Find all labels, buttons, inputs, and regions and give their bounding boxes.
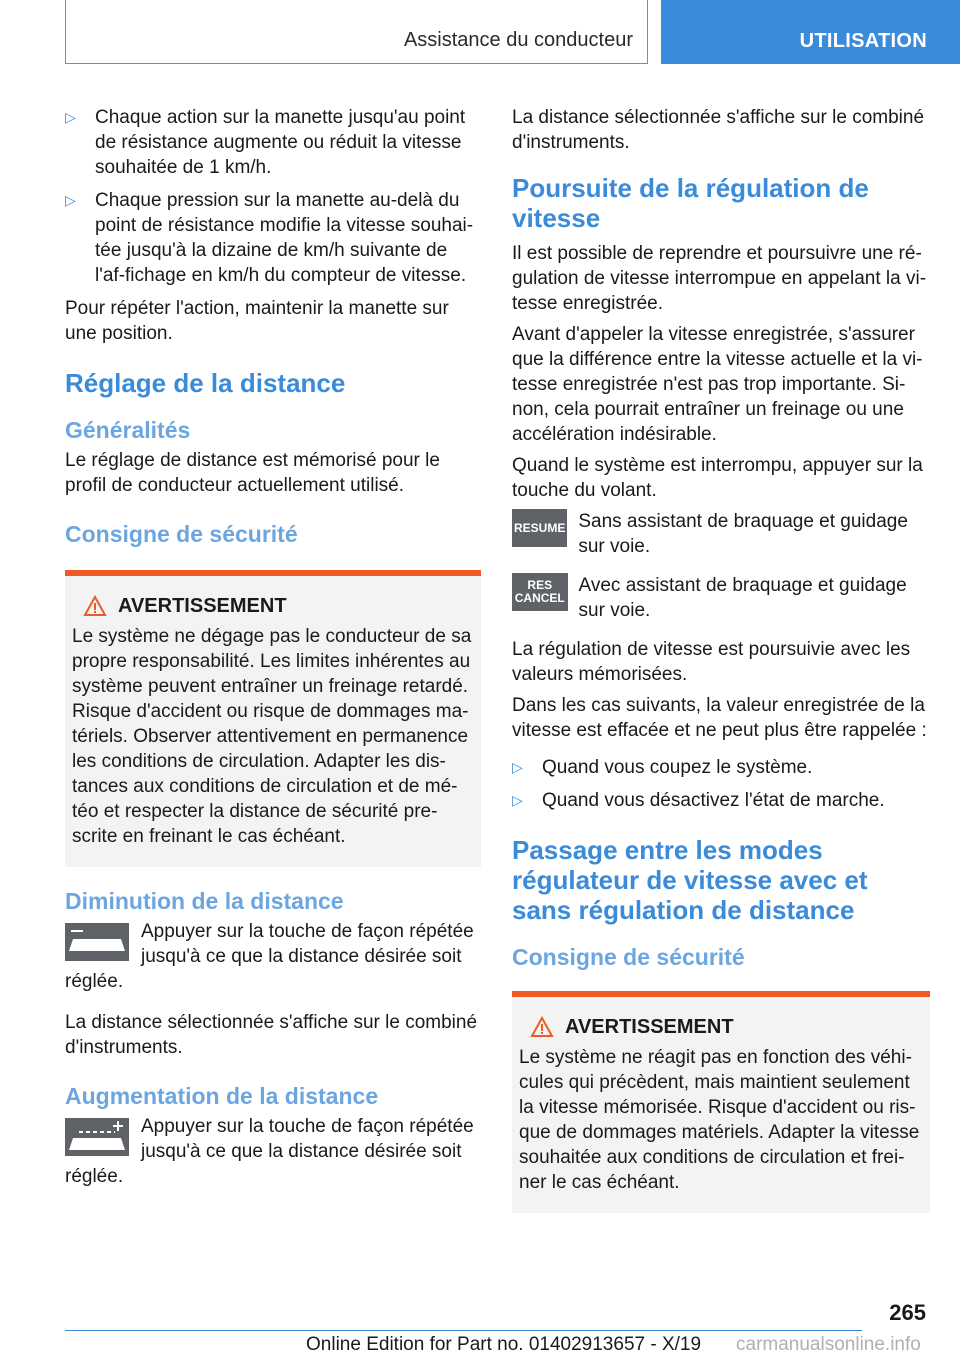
heading-general: Généralités (65, 417, 191, 443)
display-paragraph: La distance sélectionnée s'affiche sur le combiné d'instruments. (512, 107, 925, 153)
right-column (512, 105, 930, 1227)
res-cancel-key-icon: RES CANCEL (512, 573, 568, 611)
resume-paragraph-4: La régulation de vitesse est poursuivie avec les valeurs mémorisées. (512, 639, 911, 685)
heading-modes: Passage entre les modes régulateur de vitesse avec et sans régulation de distance (512, 835, 868, 925)
list-item: ▷ Chaque pression sur la manette au-delà du point de résistance modifie la vitesse souhai-tée jusqu'à la dizaine de km/h suivante de l'af-fichage en km/h du compteur de vitesse. (65, 190, 474, 286)
heading-safety-right: Consigne de sécurité (512, 944, 745, 970)
increase-row (65, 1114, 481, 1189)
resume-paragraph-5: Dans les cas suivants, la valeur enregistrée de la vitesse est effacée et ne peut plus être rappelée : (512, 695, 927, 741)
heading-increase: Augmentation de la distance (65, 1083, 379, 1109)
heading-safety: Consigne de sécurité (65, 521, 298, 547)
header-chapter-label: UTILISATION (799, 30, 927, 52)
heading-distance: Réglage de la distance (65, 368, 346, 398)
resume-paragraph-2: Avant d'appeler la vitesse enregistrée, s'assurer que la différence entre la vitesse actuelle et la vi-tesse enregistrée n'est pas trop importante. Si-non, cela pourrait entraîner un freinage ou une accélération indésirable. (512, 324, 923, 445)
decrease-display-paragraph: La distance sélectionnée s'affiche sur le combiné d'instruments. (65, 1012, 478, 1058)
heading-resume: Poursuite de la régulation de vitesse (512, 173, 869, 233)
triangle-bullet-icon: ▷ (65, 109, 76, 125)
triangle-bullet-icon: ▷ (512, 792, 523, 808)
resume-paragraph-1: Il est possible de reprendre et poursuivre une ré-gulation de vitesse interrompue en appelant la vi-tesse enregistrée. (512, 243, 927, 314)
warning-icon (78, 595, 112, 617)
page-number: 265 (889, 1300, 926, 1325)
list-item: ▷ Quand vous coupez le système. (512, 757, 813, 778)
header-frame (65, 0, 648, 64)
warning-text: Le système ne dégage pas le conducteur de sa propre responsabilité. Les limites inhérentes au système peuvent entraîner un freinage retardé. Risque d'accident ou risque de dommages ma-tériels. Observer attentivement en permanence les conditions de circulation. Adapter les dis-tances aux conditions de circulation et de mé-téo et respecter la distance de sécurité pre-scrite en freinant le cas échéant. (72, 626, 472, 847)
footer-watermark: carmanualsonline.info (736, 1334, 921, 1355)
decrease-text: Appuyer sur la touche de façon répétée jusqu'à ce que la distance désirée soit réglée. (65, 921, 474, 992)
footer-edition: Online Edition for Part no. 01402913657 - X/19 (306, 1334, 702, 1355)
warning-box (65, 570, 481, 867)
general-paragraph: Le réglage de distance est mémorisé pour le profil de conducteur actuellement utilisé. (65, 450, 440, 496)
resume-key-icon: RESUME (512, 509, 567, 547)
resume-key-text: Sans assistant de braquage et guidage sur voie. (578, 511, 908, 557)
res-cancel-key-row (512, 573, 930, 623)
left-column (65, 105, 481, 1197)
increase-text: Appuyer sur la touche de façon répétée jusqu'à ce que la distance désirée soit réglée. (65, 1116, 474, 1187)
resume-paragraph-3: Quand le système est interrompu, appuyer sur la touche du volant. (512, 455, 923, 501)
warning-text-right: Le système ne réagit pas en fonction des véhi-cules qui précèdent, mais maintient seulement la vitesse mémorisée. Risque d'accident ou ris-que de dommages matériels. Adapter la vitesse souhaitée aux conditions de circulation et frei-ner le cas échéant. (519, 1047, 920, 1193)
resume-key-row (512, 509, 930, 559)
distance-decrease-icon (65, 923, 129, 961)
header-section-title: Assistance du conducteur (403, 29, 633, 51)
warning-title: AVERTISSEMENT (118, 595, 287, 617)
triangle-bullet-icon: ▷ (65, 192, 76, 208)
warning-title-right: AVERTISSEMENT (565, 1016, 734, 1038)
list-item: ▷ Chaque action sur la manette jusqu'au point de résistance augmente ou réduit la vitesse souhaitée de 1 km/h. (65, 107, 466, 178)
triangle-bullet-icon: ▷ (512, 759, 523, 775)
distance-increase-icon (65, 1118, 129, 1156)
repeat-paragraph: Pour répéter l'action, maintenir la manette sur une position. (65, 298, 449, 344)
heading-decrease: Diminution de la distance (65, 888, 344, 914)
footer-divider (65, 1330, 862, 1331)
header-chapter-tab (661, 0, 960, 64)
warning-icon (525, 1016, 559, 1038)
decrease-row (65, 919, 481, 994)
warning-box-right (512, 991, 930, 1213)
res-cancel-key-text: Avec assistant de braquage et guidage sur voie. (578, 575, 907, 621)
list-item: ▷ Quand vous désactivez l'état de marche. (512, 790, 885, 811)
